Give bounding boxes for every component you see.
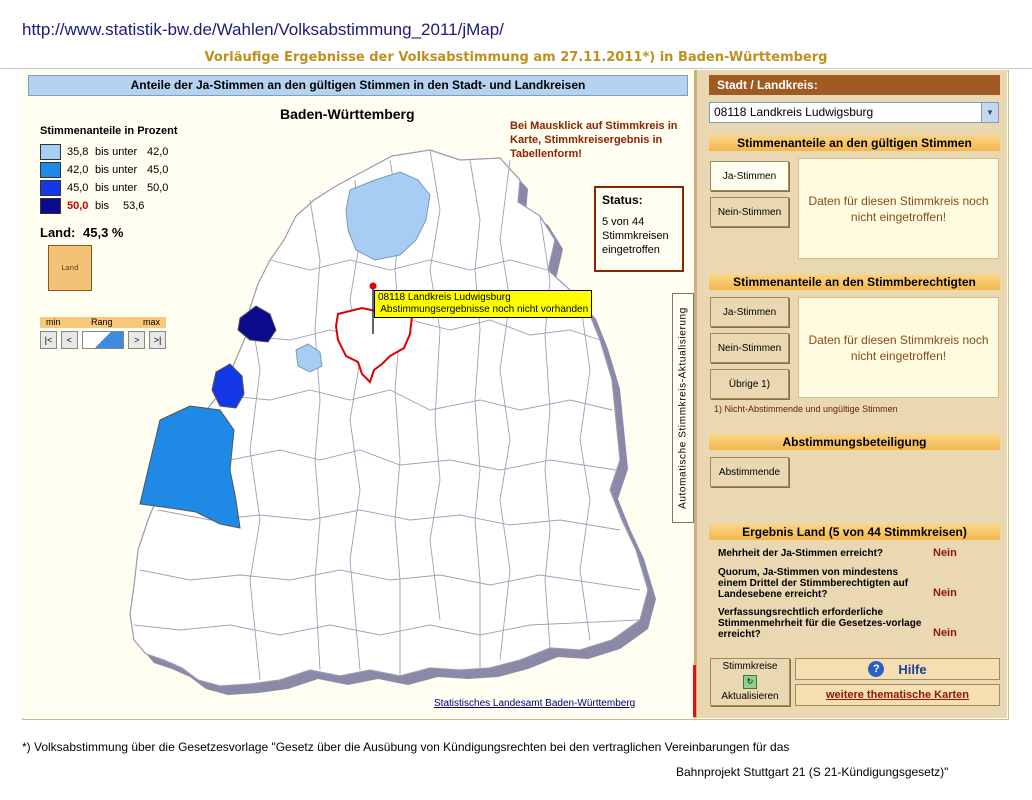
help-icon: ? xyxy=(868,661,884,677)
tooltip-message: Abstimmungsergebnisse noch nicht vorhanden xyxy=(378,304,589,315)
legend-sep: bis xyxy=(95,199,110,212)
range-next-button[interactable]: > xyxy=(128,331,145,349)
status-title: Status: xyxy=(602,193,643,207)
section-land-result: Ergebnis Land (5 von 44 Stimmkreisen) xyxy=(709,524,1000,540)
legend-item xyxy=(40,144,168,159)
refresh-icon: ↻ xyxy=(743,675,757,689)
credit-link[interactable]: Statistisches Landesamt Baden-Württemberg xyxy=(434,698,636,709)
no-data-message-eligible: Daten für diesen Stimmkreis noch nicht eingetroffen! xyxy=(798,297,999,398)
range-controls xyxy=(40,331,166,349)
range-prev-button[interactable]: < xyxy=(61,331,78,349)
chevron-down-icon[interactable]: ▼ xyxy=(981,103,998,122)
refresh-label-2: Aktualisieren xyxy=(721,691,779,702)
red-indicator xyxy=(693,665,696,717)
page-url: http://www.statistik-bw.de/Wahlen/Volksabstimmung_2011/jMap/ xyxy=(22,20,504,39)
status-text: 5 von 44 Stimmkreisen eingetroffen xyxy=(602,216,669,256)
legend-from: 42,0 xyxy=(67,163,89,176)
auto-update-tab[interactable] xyxy=(672,293,694,523)
footnote-line-2: Bahnprojekt Stuttgart 21 (S 21-Kündigungsgesetz)" xyxy=(676,765,949,779)
legend-swatch xyxy=(40,162,61,178)
no-data-message: Daten für diesen Stimmkreis noch nicht eingetroffen! xyxy=(798,158,999,259)
legend-item xyxy=(40,162,168,177)
abstimmende-button[interactable]: Abstimmende xyxy=(710,457,789,487)
map-pin-head xyxy=(370,283,377,290)
range-min-label: min xyxy=(46,317,61,327)
map-title: Baden-Württemberg xyxy=(280,106,415,122)
auto-update-label: Automatische Stimmkreis-Aktualisierung xyxy=(677,307,689,509)
legend-sep: bis unter xyxy=(95,145,138,158)
question-constitutional: Verfassungsrechtlich erforderliche Stimmenmehrheit für die Gesetzes-vorlage erreicht? xyxy=(718,607,922,640)
range-labels xyxy=(40,317,166,328)
divider xyxy=(0,68,1032,69)
answer-constitutional: Nein xyxy=(933,627,957,639)
uebrige-button[interactable]: Übrige 1) xyxy=(710,369,789,399)
refresh-districts-button[interactable] xyxy=(710,658,790,706)
legend-title: Stimmenanteile in Prozent xyxy=(40,125,178,137)
range-first-button[interactable]: |< xyxy=(40,331,57,349)
range-navigator xyxy=(40,317,166,349)
section-valid-votes: Stimmenanteile an den gültigen Stimmen xyxy=(709,135,1000,151)
help-button[interactable] xyxy=(795,658,1000,680)
legend-to: 45,0 xyxy=(147,163,169,176)
district-tooltip xyxy=(374,290,592,318)
land-result xyxy=(40,225,124,240)
legend-sep: bis unter xyxy=(95,181,138,194)
status-box xyxy=(594,186,684,272)
answer-quorum: Nein xyxy=(933,587,957,599)
legend-sep: bis unter xyxy=(95,163,138,176)
legend-to: 50,0 xyxy=(147,181,169,194)
answer-majority: Nein xyxy=(933,547,957,559)
range-slider[interactable] xyxy=(82,331,125,349)
range-max-label: max xyxy=(142,317,160,327)
district-header: Stadt / Landkreis: xyxy=(709,75,1000,95)
land-label: Land: xyxy=(40,225,76,240)
question-quorum: Quorum, Ja-Stimmen von mindestens einem Drittel der Stimmberechtigten auf Landesebene erreicht? xyxy=(718,567,909,600)
legend-item xyxy=(40,198,144,213)
nein-stimmen-button[interactable]: Nein-Stimmen xyxy=(710,197,789,227)
legend-to: 42,0 xyxy=(147,145,169,158)
legend-swatch xyxy=(40,180,61,196)
land-map-icon[interactable] xyxy=(48,245,92,291)
tooltip-district: 08118 Landkreis Ludwigsburg xyxy=(378,292,511,303)
legend-from: 35,8 xyxy=(67,145,89,158)
question-majority: Mehrheit der Ja-Stimmen erreicht? xyxy=(718,548,884,559)
legend-from: 45,0 xyxy=(67,181,89,194)
help-label: Hilfe xyxy=(898,661,927,677)
legend-from: 50,0 xyxy=(67,199,89,212)
map-panel-header: Anteile der Ja-Stimmen an den gültigen Stimmen in den Stadt- und Landkreisen xyxy=(28,75,688,96)
map-hint: Bei Mausklick auf Stimmkreis in Karte, Stimmkreisergebnis in Tabellenform! xyxy=(510,120,678,160)
ja-stimmen-button[interactable]: Ja-Stimmen xyxy=(710,161,789,191)
footnote-uebrige: 1) Nicht-Abstimmende und ungültige Stimmen xyxy=(714,404,898,414)
range-last-button[interactable]: >| xyxy=(149,331,166,349)
more-maps-link[interactable]: weitere thematische Karten xyxy=(795,684,1000,706)
range-rang-label: Rang xyxy=(90,317,113,327)
refresh-label-1: Stimmkreise xyxy=(722,661,778,672)
legend-swatch xyxy=(40,144,61,160)
state-map[interactable] xyxy=(100,120,680,700)
section-turnout: Abstimmungsbeteiligung xyxy=(709,434,1000,450)
district-select[interactable] xyxy=(709,102,999,123)
legend-item xyxy=(40,180,168,195)
legend-swatch xyxy=(40,198,61,214)
page-subtitle: Vorläufige Ergebnisse der Volksabstimmung am 27.11.2011*) in Baden-Württemberg xyxy=(204,50,828,65)
ja-stimmen-eligible-button[interactable]: Ja-Stimmen xyxy=(710,297,789,327)
nein-stimmen-eligible-button[interactable]: Nein-Stimmen xyxy=(710,333,789,363)
district-select-value: 08118 Landkreis Ludwigsburg xyxy=(714,105,874,119)
footnote-line-1: *) Volksabstimmung über die Gesetzesvorlage "Gesetz über die Ausübung von Kündigungsrechten bei den vertraglichen Vereinbarungen für das xyxy=(22,740,790,754)
land-value: 45,3 % xyxy=(83,225,124,240)
section-eligible-votes: Stimmenanteile an den Stimmberechtigten xyxy=(709,274,1000,290)
legend-to: 53,6 xyxy=(123,199,145,212)
land-icon-label: Land xyxy=(61,264,79,272)
